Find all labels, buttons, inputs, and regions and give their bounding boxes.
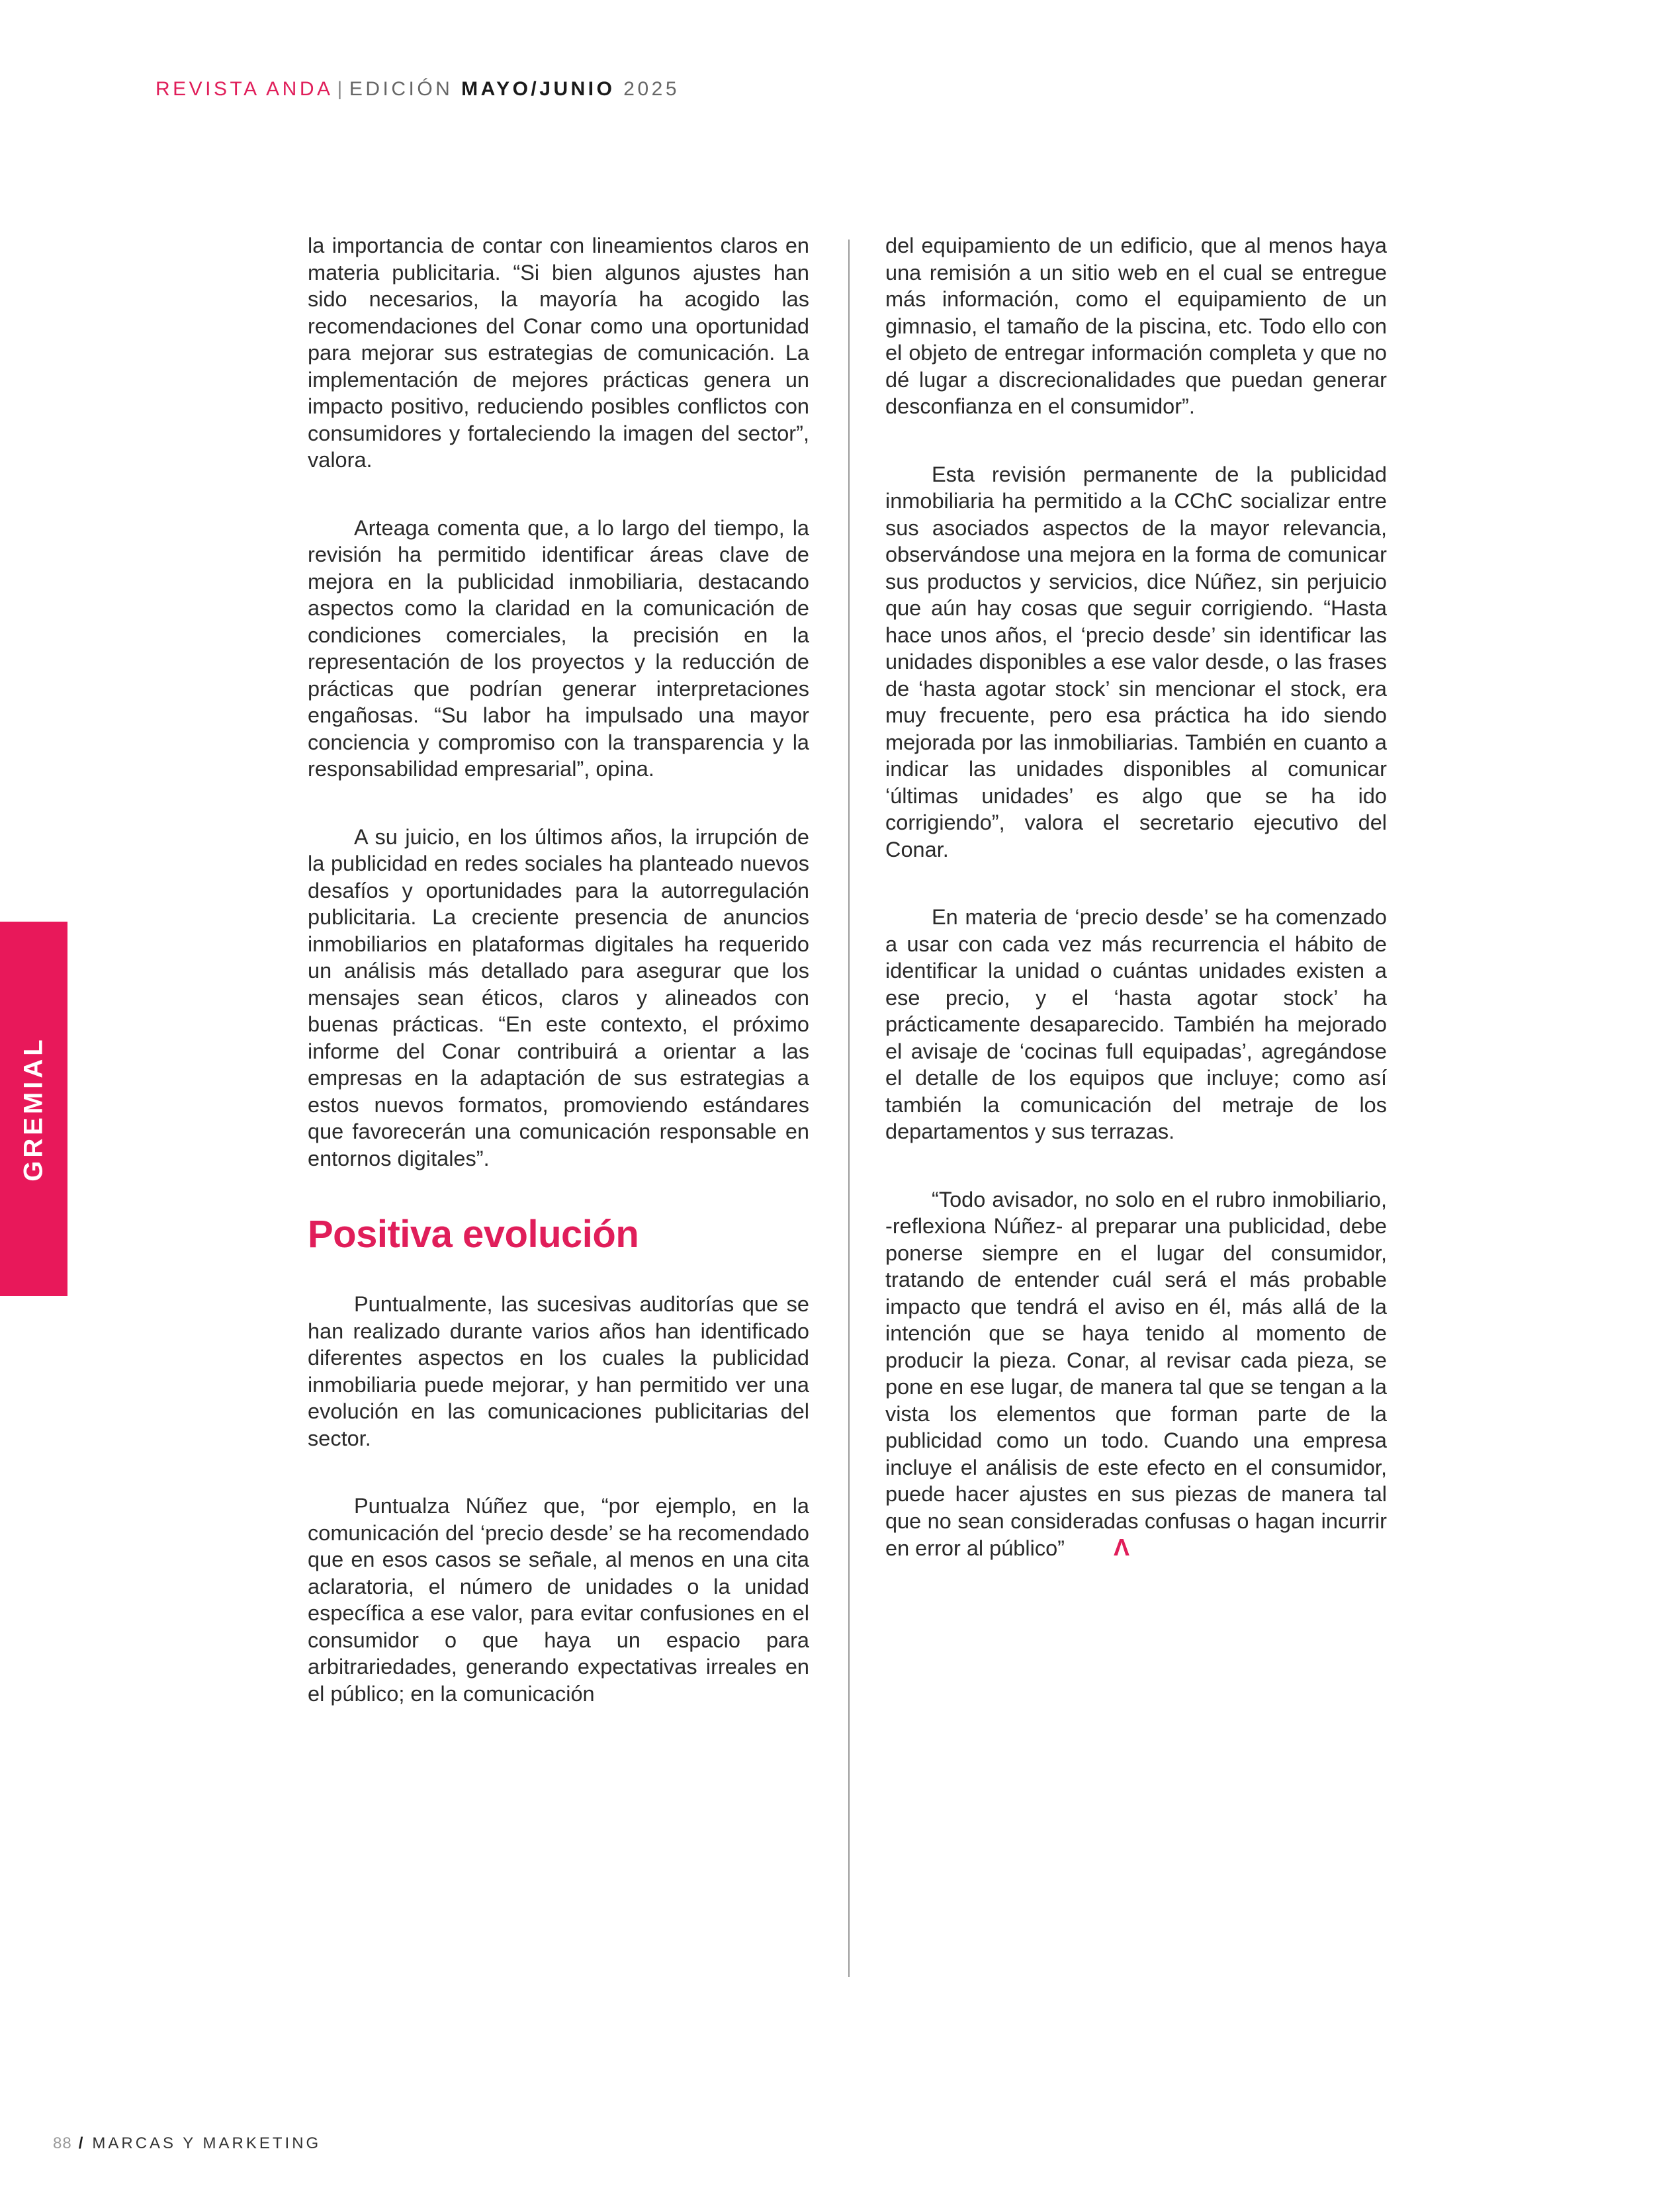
edition-prefix: EDICIÓN xyxy=(349,78,453,100)
paragraph-final xyxy=(885,1186,1387,1562)
magazine-name: REVISTA ANDA xyxy=(155,78,333,100)
paragraph: Puntualza Núñez que, “por ejemplo, en la comunicación del ‘precio desde’ se ha recomendado que en esos casos se señale, al menos en una cita aclaratoria, el número de unidades o la unidad específica a ese valor, para evitar confusiones en el consumidor o que haya un espacio para arbitrariedades, generando expectativas irreales en el público; en la comunicación xyxy=(308,1494,809,1706)
paragraph: la importancia de contar con lineamientos claros en materia publicitaria. “Si bien algunos ajustes han sido necesarios, la mayoría ha acogido las recomendaciones del Conar como una oportunidad para mejorar sus estrategias de comunicación. La implementación de mejores prácticas genera un impacto positivo, reduciendo posibles conflictos con consumidores y fortaleciendo la imagen del sector”, valora. xyxy=(308,234,809,472)
subheading: Positiva evolución xyxy=(308,1213,639,1256)
paragraph: Puntualmente, las sucesivas auditorías que se han realizado durante varios años han identificado diferentes aspectos en los cuales la publicidad inmobiliaria puede mejorar, y han permitido ver una evolución en las comunicaciones publicitarias del sector. xyxy=(308,1292,809,1450)
left-column xyxy=(308,232,809,1748)
footer-slash: / xyxy=(78,2134,86,2152)
footer-section: MARCAS Y MARKETING xyxy=(92,2134,322,2152)
paragraph: En materia de ‘precio desde’ se ha comenzado a usar con cada vez más recurrencia el hábito de identificar la unidad o cuántas unidades existen a ese precio, y el ‘hasta agotar stock’ ha prácticamente desaparecido. También ha mejorado el avisaje de ‘cocinas full equipadas’, agregándose el detalle de los equipos que incluye; como así también la comunicación del metraje de los departamentos y sus terrazas. xyxy=(885,905,1387,1143)
right-column xyxy=(885,232,1387,1603)
header-separator: | xyxy=(337,78,345,100)
running-header xyxy=(155,78,680,101)
edition-year: 2025 xyxy=(623,78,680,100)
edition-months: MAYO/JUNIO xyxy=(461,78,615,100)
paragraph: Esta revisión permanente de la publicidad inmobiliaria ha permitido a la CChC socializar entre sus asociados aspectos de la mayor relevancia, observándose una mejora en la forma de comunicar sus productos y servicios, dice Núñez, sin perjuicio que aún hay cosas que seguir corrigiendo. “Hasta hace unos años, el ‘precio desde’ sin identificar las unidades disponibles a ese valor desde, o las frases de ‘hasta agotar stock’ sin mencionar el stock, era muy frecuente, pero esa práctica ha ido siendo mejorada por las inmobiliarias. También en cuanto a indicar las unidades disponibles al comunicar ‘últimas unidades’ es algo que se ha ido corrigiendo”, valora el secretario ejecutivo del Conar. xyxy=(885,462,1387,861)
paragraph: A su juicio, en los últimos años, la irrupción de la publicidad en redes sociales ha planteado nuevos desafíos y oportunidades para la autorregulación publicitaria. La creciente presencia de anuncios inmobiliarios en plataformas digitales ha requerido un análisis más detallado para asegurar que los mensajes sean éticos, claros y alineados con buenas prácticas. “En este contexto, el próximo informe del Conar contribuirá a orientar a las empresas en la adaptación de sus estrategias a estos nuevos formatos, promoviendo estándares que favorecerán una comunicación responsable en entornos digitales”. xyxy=(308,824,809,1170)
paragraph: del equipamiento de un edificio, que al menos haya una remisión a un sitio web en el cual se entregue más información, como el equipamiento de un gimnasio, el tamaño de la piscina, etc. Todo ello con el objeto de entregar información completa y que no dé lugar a discrecionalidades que puedan generar desconfianza en el consumidor”. xyxy=(885,234,1387,418)
page-footer xyxy=(53,2134,321,2153)
page-number: 88 xyxy=(53,2134,72,2152)
end-mark-icon: Λ xyxy=(1113,1534,1129,1561)
paragraph-final-text: “Todo avisador, no solo en el rubro inmobiliario, -reflexiona Núñez- al preparar una publicidad, debe ponerse siempre en el lugar del consumidor, tratando de entender cuál será el más probable impacto que tendrá el aviso en él, más allá de la intención que se haya tenido al momento de producir la pieza. Conar, al revisar cada pieza, se pone en ese lugar, de manera tal que se tengan a la vista los elementos que forman parte de la publicidad como un todo. Cuando una empresa incluye el análisis de este efecto en el consumidor, puede hacer ajustes en sus piezas de manera tal que no sean consideradas confusas o hagan incurrir en error al público” xyxy=(885,1187,1387,1560)
column-divider xyxy=(848,240,850,1977)
section-tab-label: GREMIAL xyxy=(19,1036,48,1182)
paragraph: Arteaga comenta que, a lo largo del tiempo, la revisión ha permitido identificar áreas clave de mejora en la publicidad inmobiliaria, destacando aspectos como la claridad en la comunicación de condiciones comerciales, la precisión en la representación de los proyectos y la reducción de prácticas que podrían generar interpretaciones engañosas. “Su labor ha impulsado una mayor conciencia y compromiso con la transparencia y la responsabilidad empresarial”, opina. xyxy=(308,515,809,781)
